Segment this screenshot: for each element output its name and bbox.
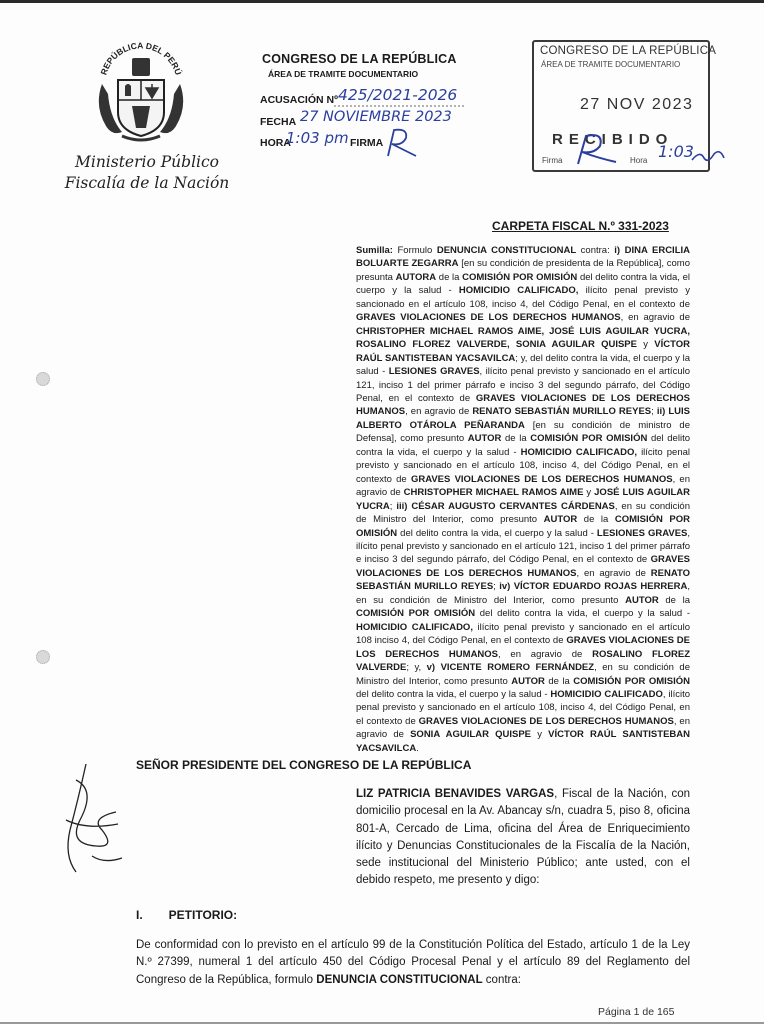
hora-value: 1:03 pm — [286, 129, 349, 147]
top-border — [0, 0, 764, 3]
stamp-scribble-icon — [690, 146, 730, 166]
intro-paragraph: LIZ PATRICIA BENAVIDES VARGAS, Fiscal de la Nación, con domicilio procesal en la Av. Abancay s/n, cuadra 5, piso 8, oficina 801-A, Cercado de Lima, oficina del Área de Enriquecimiento ilícito y Denuncias Constitucionales de la Fiscalía de la Nación, sede institucional del Ministerio Público; ante usted, con el debido respeto, me presento y digo: — [356, 788, 690, 887]
ministry-line-2: Fiscalía de la Nación — [64, 174, 230, 192]
carpeta-fiscal: CARPETA FISCAL N.º 331-2023 — [492, 219, 669, 233]
punch-hole — [36, 372, 50, 386]
stamp-signature-icon — [570, 132, 620, 168]
fecha-label: FECHA — [260, 116, 297, 128]
acusacion-label: ACUSACIÓN Nº — [260, 94, 338, 106]
addressee-heading: SEÑOR PRESIDENTE DEL CONGRESO DE LA REPÚBLICA — [136, 758, 472, 772]
stamp-date: 27 NOV 2023 — [580, 96, 694, 113]
stamp-firma-label: Firma — [542, 156, 563, 165]
petitorio-heading: I. PETITORIO: — [136, 908, 238, 922]
sumilla-paragraph: Sumilla: Formulo DENUNCIA CONSTITUCIONAL contra: i) DINA ERCILIA BOLUARTE ZEGARRA [en su condición de presidenta de la República], como presunta AUTORA de la COMISIÓN POR OMISIÓN del delito contra la vida, el cuerpo y la salud - HOMICIDIO CALIFICADO, ilícito penal previsto y sancionado en el artículo 108, inciso 4, del Código Penal, en el contexto de GRAVES VIOLACIONES DE LOS DERECHOS HUMANOS, en agravio de CHRISTOPHER MICHAEL RAMOS AIME, JOSÉ LUIS AGUILAR YUCRA, ROSALINO FLOREZ VALVERDE, SONIA AGUILAR QUISPE y VÍCTOR RAÚL SANTISTEBAN YACSAVILCA; y, del delito contra la vida, el cuerpo y la salud - LESIONES GRAVES, ilícito penal previsto y sancionado en el artículo 121, inciso 1 del primer párrafo e inciso 3 del segundo párrafo, del Código Penal, en el contexto de GRAVES VIOLACIONES DE LOS DERECHOS HUMANOS, en agravio de RENATO SEBASTIÁN MURILLO REYES; ii) LUIS ALBERTO OTÁROLA PEÑARANDA [en su condición de ministro de Defensa], como presunto AUTOR de la COMISIÓN POR OMISIÓN del delito contra la vida, el cuerpo y la salud - HOMICIDIO CALIFICADO, ilícito penal previsto y sancionado en el artículo 108, inciso 4, del Código Penal, en el contexto de GRAVES VIOLACIONES DE LOS DERECHOS HUMANOS, en agravio de CHRISTOPHER MICHAEL RAMOS AIME y JOSÉ LUIS AGUILAR YUCRA; iii) CÉSAR AUGUSTO CERVANTES CÁRDENAS, en su condición de Ministro del Interior, como presunto AUTOR de la COMISIÓN POR OMISIÓN del delito contra la vida, el cuerpo y la salud - LESIONES GRAVES, ilícito penal previsto y sancionado en el artículo 121, inciso 1 del primer párrafo e inciso 3 del segundo párrafo, del Código Penal, en el contexto de GRAVES VIOLACIONES DE LOS DERECHOS HUMANOS, en agravio de RENATO SEBASTIÁN MURILLO REYES; iv) VÍCTOR EDUARDO ROJAS HERRERA, en su condición de Ministro del Interior, como presunto AUTOR de la COMISIÓN POR OMISIÓN del delito contra la vida, el cuerpo y la salud - HOMICIDIO CALIFICADO, ilícito penal previsto y sancionado en el artículo 108 inciso 4, del Código Penal, en el contexto de GRAVES VIOLACIONES DE LOS DERECHOS HUMANOS, en agravio de ROSALINO FLOREZ VALVERDE; y, v) VICENTE ROMERO FERNÁNDEZ, en su condición de Ministro del Interior, como presunto AUTOR de la COMISIÓN POR OMISIÓN del delito contra la vida, el cuerpo y la salud - HOMICIDIO CALIFICADO, ilícito penal previsto y sancionado en el artículo 108, inciso 4, del Código Penal, en el contexto de GRAVES VIOLACIONES DE LOS DERECHOS HUMANOS, en agravio de SONIA AGUILAR QUISPE y VÍCTOR RAÚL SANTISTEBAN YACSAVILCA. — [356, 245, 691, 754]
acusacion-underline — [334, 104, 464, 108]
ministry-name — [52, 152, 242, 194]
firma-label: FIRMA — [350, 137, 384, 149]
ministry-line-1: Ministerio Público — [74, 153, 219, 171]
stamp-hora-value: 1:03 — [658, 142, 694, 161]
fiscal-name: LIZ PATRICIA BENAVIDES VARGAS — [356, 788, 555, 800]
fecha-value: 27 NOVIEMBRE 2023 — [300, 109, 452, 125]
page-number: Página 1 de 165 — [598, 1006, 675, 1018]
congress-subtitle: ÁREA DE TRAMITE DOCUMENTARIO — [268, 69, 419, 79]
coat-of-arms-icon — [92, 32, 190, 144]
stamp-subtitle: ÁREA DE TRAMITE DOCUMENTARIO — [541, 60, 681, 69]
stamp-title: CONGRESO DE LA REPÚBLICA — [540, 45, 717, 57]
stamp-recibido: RECIBIDO — [552, 131, 674, 148]
congress-title: CONGRESO DE LA REPÚBLICA — [262, 52, 457, 66]
handwritten-initial-icon — [382, 126, 422, 160]
margin-signature-icon — [56, 760, 130, 880]
petitorio-paragraph: De conformidad con lo previsto en el artículo 99 de la Constitución Política del Estado, artículo 1 de la Ley N.º 27399, numeral 1 del artículo 450 del Código Procesal Penal y el artículo 89 del Reglamento del Congreso de la República, formulo DENUNCIA CONSTITUCIONAL contra: — [136, 939, 690, 986]
stamp-hora-label: Hora — [630, 156, 648, 165]
hora-label: HORA — [260, 137, 291, 149]
acusacion-value: 425/2021-2026 — [338, 86, 458, 104]
crest-motto: REPÚBLICA DEL PERÚ — [98, 40, 184, 77]
punch-hole — [36, 650, 50, 664]
